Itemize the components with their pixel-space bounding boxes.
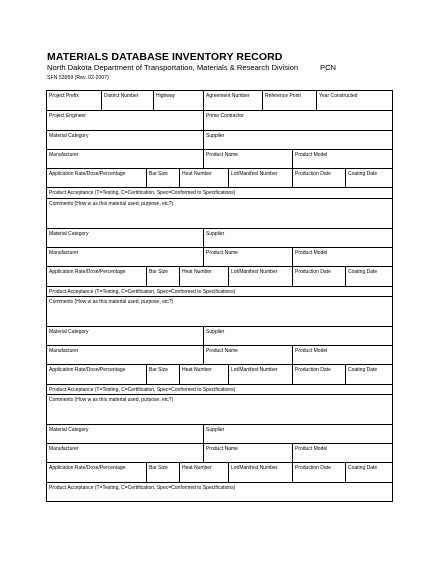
product-acceptance-field[interactable]: Product Acceptance (T=Testing, C=Certification, Spec=Conformed to Specifications) (49, 288, 236, 295)
manufacturer-row (47, 149, 392, 168)
agreement-number-field[interactable]: Agreement Number (203, 91, 262, 110)
project-engineer-field[interactable]: Project Engineer (49, 113, 86, 120)
pcn-label: PCN (320, 63, 337, 72)
supplier-field[interactable]: Supplier (203, 425, 392, 443)
manufacturer-row (47, 345, 392, 364)
material-category-field[interactable]: Material Category (49, 328, 89, 335)
application-row (47, 462, 392, 481)
material-row (47, 424, 392, 443)
manufacturer-field[interactable]: Manufacturer (49, 249, 79, 256)
application-rate-field[interactable]: Application Rate/Dose/Percentage (49, 269, 126, 276)
project-info-row (47, 91, 392, 110)
application-rate-field[interactable]: Application Rate/Dose/Percentage (49, 367, 126, 374)
production-date-field[interactable]: Production Date (292, 365, 345, 383)
lot-manifest-field[interactable]: Lot/Manifest Number (228, 169, 292, 187)
application-row (47, 266, 392, 285)
supplier-field[interactable]: Supplier (203, 229, 392, 247)
manufacturer-row (47, 247, 392, 266)
coating-date-field[interactable]: Coating Date (345, 463, 392, 481)
manufacturer-field[interactable]: Manufacturer (49, 446, 79, 453)
supplier-field[interactable]: Supplier (203, 327, 392, 345)
product-name-field[interactable]: Product Name (203, 150, 292, 168)
engineer-row (47, 110, 392, 129)
material-row (47, 228, 392, 247)
prime-contractor-field[interactable]: Prime Contractor (203, 111, 392, 129)
product-model-field[interactable]: Product Model (292, 248, 392, 266)
bar-size-field[interactable]: Bar Size (146, 169, 179, 187)
heat-number-field[interactable]: Heat Number (179, 365, 228, 383)
lot-manifest-field[interactable]: Lot/Manifest Number (228, 463, 292, 481)
product-name-field[interactable]: Product Name (203, 346, 292, 364)
application-rate-field[interactable]: Application Rate/Dose/Percentage (49, 171, 126, 178)
material-row (47, 130, 392, 149)
material-category-field[interactable]: Material Category (49, 132, 89, 139)
product-acceptance-field[interactable]: Product Acceptance (T=Testing, C=Certification, Spec=Conformed to Specifications) (49, 190, 236, 197)
comments-row (47, 296, 392, 326)
manufacturer-field[interactable]: Manufacturer (49, 348, 79, 355)
bar-size-field[interactable]: Bar Size (146, 463, 179, 481)
product-acceptance-field[interactable]: Product Acceptance (T=Testing, C=Certification, Spec=Conformed to Specifications) (49, 386, 236, 393)
coating-date-field[interactable]: Coating Date (345, 169, 392, 187)
lot-manifest-field[interactable]: Lot/Manifest Number (228, 267, 292, 285)
coating-date-field[interactable]: Coating Date (345, 267, 392, 285)
heat-number-field[interactable]: Heat Number (179, 463, 228, 481)
bar-size-field[interactable]: Bar Size (146, 365, 179, 383)
inventory-form-table (46, 90, 393, 502)
comments-field[interactable]: Comments (How w as this material used, purpose, etc?) (49, 298, 174, 305)
heat-number-field[interactable]: Heat Number (179, 169, 228, 187)
highway-field[interactable]: Highway (153, 91, 203, 110)
product-acceptance-field[interactable]: Product Acceptance (T=Testing, C=Certification, Spec=Conformed to Specifications) (49, 484, 236, 491)
coating-date-field[interactable]: Coating Date (345, 365, 392, 383)
product-model-field[interactable]: Product Model (292, 444, 392, 462)
comments-row (47, 198, 392, 228)
heat-number-field[interactable]: Heat Number (179, 267, 228, 285)
acceptance-row (47, 286, 392, 296)
product-model-field[interactable]: Product Model (292, 150, 392, 168)
production-date-field[interactable]: Production Date (292, 169, 345, 187)
product-model-field[interactable]: Product Model (292, 346, 392, 364)
application-row (47, 364, 392, 383)
production-date-field[interactable]: Production Date (292, 267, 345, 285)
acceptance-row (47, 482, 392, 501)
project-prefix-field[interactable]: Project Prefix (49, 93, 79, 99)
form-title: MATERIALS DATABASE INVENTORY RECORD (47, 51, 283, 63)
reference-point-field[interactable]: Reference Point (262, 91, 316, 110)
product-name-field[interactable]: Product Name (203, 444, 292, 462)
acceptance-row (47, 187, 392, 197)
department-line: North Dakota Department of Transportation, Materials & Research Division (47, 63, 299, 72)
comments-field[interactable]: Comments (How w as this material used, purpose, etc?) (49, 396, 174, 403)
comments-field[interactable]: Comments (How w as this material used, purpose, etc?) (49, 200, 174, 207)
year-constructed-field[interactable]: Year Constructed (316, 91, 392, 110)
supplier-field[interactable]: Supplier (203, 131, 392, 149)
sfn-label: SFN 53959 (Rev. 02-2007) (47, 75, 109, 81)
material-category-field[interactable]: Material Category (49, 230, 89, 237)
lot-manifest-field[interactable]: Lot/Manifest Number (228, 365, 292, 383)
manufacturer-field[interactable]: Manufacturer (49, 151, 79, 158)
product-name-field[interactable]: Product Name (203, 248, 292, 266)
acceptance-row (47, 384, 392, 394)
production-date-field[interactable]: Production Date (292, 463, 345, 481)
application-rate-field[interactable]: Application Rate/Dose/Percentage (49, 465, 126, 472)
manufacturer-row (47, 443, 392, 462)
district-number-field[interactable]: District Number (101, 91, 153, 110)
material-row (47, 326, 392, 345)
application-row (47, 168, 392, 187)
bar-size-field[interactable]: Bar Size (146, 267, 179, 285)
material-category-field[interactable]: Material Category (49, 426, 89, 433)
comments-row (47, 394, 392, 424)
